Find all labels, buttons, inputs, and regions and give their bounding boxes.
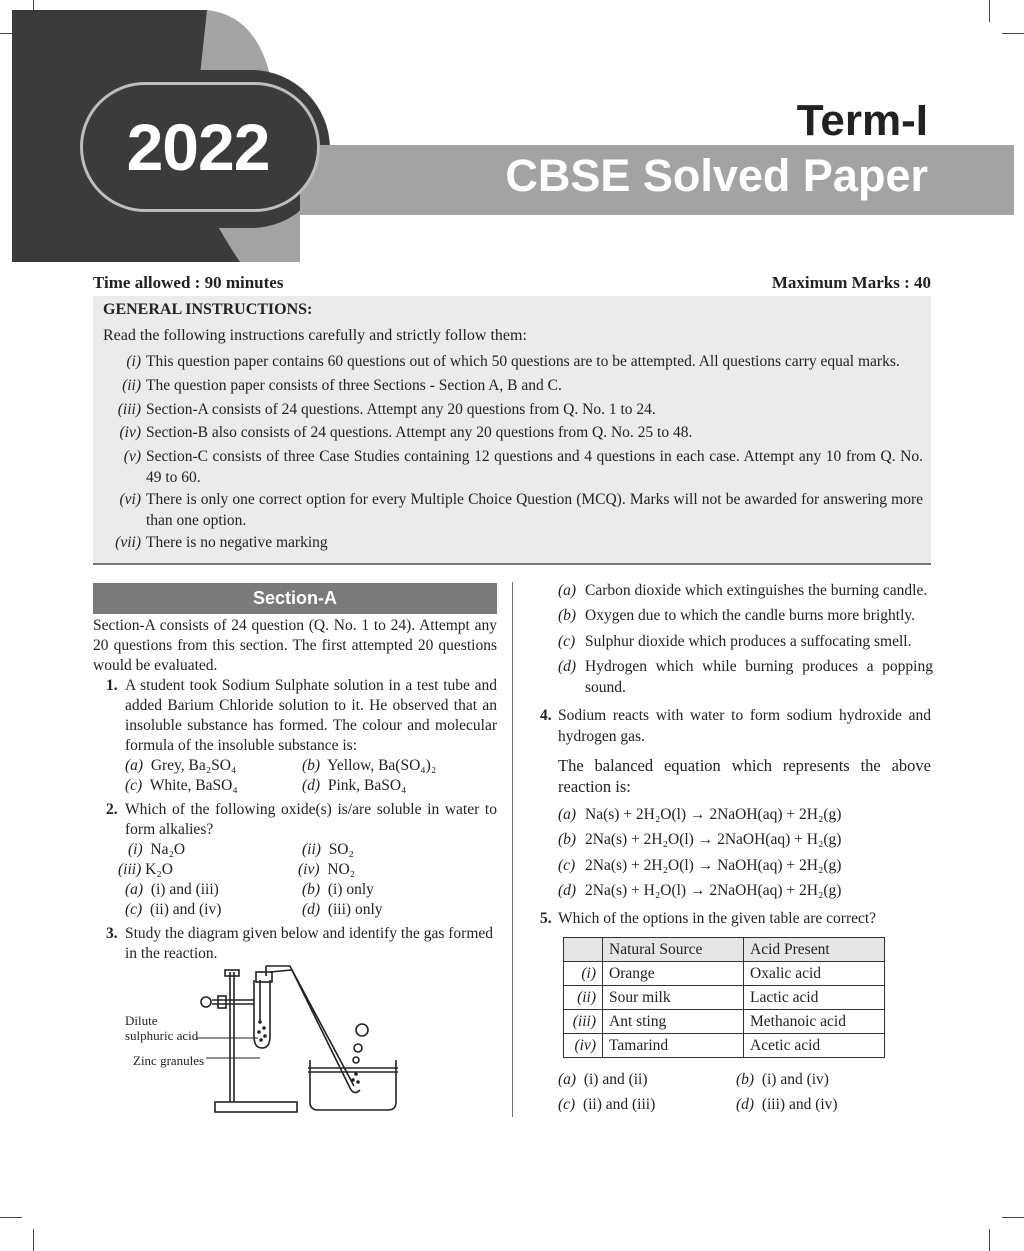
q4-option-d-text: 2Na(s) + H₂O(l) → 2NaOH(aq) + 2H₂(g) [585, 882, 842, 899]
q3-option-c: (c) Sulphur dioxide which produces a suffocating smell. [558, 633, 912, 650]
table-header-cell: Acid Present [744, 938, 885, 962]
section-a-header: Section-A [93, 583, 497, 614]
q1-option-c: (c) White, BaSO₄ [125, 777, 238, 794]
table-cell: (iv) [564, 1034, 603, 1058]
q3-option-b: (b) Oxygen due to which the candle burns more brightly. [558, 607, 916, 624]
q5-text: Which of the options in the given table are correct? [558, 910, 877, 927]
label-dilute: Dilute [125, 1013, 158, 1028]
table-header-cell [564, 938, 603, 962]
year-label: 2022 [126, 110, 270, 184]
instruction-text: Section-A consists of 24 questions. Attempt any 20 questions from Q. No. 1 to 24. [146, 401, 656, 418]
instruction-text: This question paper contains 60 questions out of which 50 questions are to be attempted. All questions carry equal marks. [146, 353, 900, 370]
q3-number: 3. [106, 925, 118, 942]
table-row [564, 1034, 885, 1058]
q2-text: Which of the following oxide(s) is/are soluble in water to form alkalies? [125, 801, 497, 838]
instruction-num: (ii) [122, 377, 141, 394]
q2-item-iii: (iii) K₂O [118, 861, 173, 878]
q2-number: 2. [106, 801, 118, 818]
instruction-item [103, 446, 923, 488]
q2-item-i: (i) Na₂O [128, 841, 186, 858]
instruction-text: There is no negative marking [146, 534, 328, 551]
table-cell: (iii) [564, 1010, 603, 1034]
q5-number: 5. [540, 910, 552, 927]
term-title: Term-I [796, 96, 928, 145]
q5-option-c-text: (ii) and (iii) [582, 1096, 656, 1113]
q2-option-d-text: (iii) only [327, 901, 383, 918]
q2-option-c-text: (ii) and (iv) [149, 901, 222, 918]
q1-number: 1. [106, 677, 118, 694]
q3-text: Study the diagram given below and identify the gas formed in the reaction. [125, 925, 494, 962]
column-divider [512, 582, 513, 1117]
instruction-num: (iii) [117, 401, 141, 418]
q4-option-a: (a) Na(s) + 2H₂O(l) → 2NaOH(aq) + 2H₂(g) [558, 806, 842, 823]
q4-option-b-text: 2Na(s) + 2H₂O(l) → 2NaOH(aq) + H₂(g) [585, 831, 842, 848]
instruction-item [103, 399, 923, 420]
maximum-marks: Maximum Marks : 40 [771, 273, 931, 292]
table-row [564, 1010, 885, 1034]
q2-option-b-text: (i) only [327, 881, 374, 898]
instruction-text: Section-C consists of three Case Studies containing 12 questions and 4 questions in each case. Attempt any 10 from Q. No. 49 to 60. [146, 448, 923, 486]
instruction-item [103, 532, 923, 553]
table-row [564, 962, 885, 986]
instructions-title: GENERAL INSTRUCTIONS: [103, 301, 313, 318]
table-cell: Methanoic acid [744, 1010, 885, 1034]
q2-item-iv: (iv) NO₂ [298, 861, 356, 878]
q1-option-d: (d) Pink, BaSO₄ [302, 777, 407, 794]
instruction-text: The question paper consists of three Sections - Section A, B and C. [146, 377, 562, 394]
q2-option-a-text: (i) and (iii) [150, 881, 219, 898]
q2-item-iv-text: NO₂ [327, 861, 356, 878]
q1-option-a: (a) Grey, Ba₂SO₄ [125, 757, 237, 774]
q3-option-a-text: Carbon dioxide which extinguishes the burning candle. [585, 582, 928, 599]
table-header-row [564, 938, 885, 962]
q5-option-b-text: (i) and (iv) [761, 1071, 829, 1088]
q4-option-d: (d) 2Na(s) + H₂O(l) → 2NaOH(aq) + 2H₂(g) [558, 882, 842, 899]
q2-option-a: (a) (i) and (iii) [125, 881, 219, 898]
q1-option-c-text: White, BaSO₄ [149, 777, 238, 794]
table-cell: Ant sting [603, 1010, 744, 1034]
table-header-cell: Natural Source [603, 938, 744, 962]
q5-option-a-text: (i) and (ii) [583, 1071, 648, 1088]
instruction-item [103, 351, 923, 372]
q3-option-b-text: Oxygen due to which the candle burns more brightly. [585, 607, 916, 624]
q2-item-iii-text: K₂O [145, 861, 173, 878]
q4-option-c: (c) 2Na(s) + 2H₂O(l) → NaOH(aq) + 2H₂(g) [558, 857, 842, 874]
acid-source-table [563, 937, 885, 1058]
q1-option-a-text: Grey, Ba₂SO₄ [150, 757, 237, 774]
q1-text: A student took Sodium Sulphate solution in a test tube and added Barium Chloride solution to it. He observed that an insoluble substance has formed. The colour and molecular formula of the insoluble substance is: [125, 677, 497, 754]
table-cell: Sour milk [603, 986, 744, 1010]
time-allowed: Time allowed : 90 minutes [93, 273, 284, 292]
instruction-item [103, 422, 923, 443]
crop-mark [0, 1217, 22, 1218]
q3-option-d-text: Hydrogen which while burning produces a popping sound. [585, 658, 933, 696]
q2-item-ii-text: SO₂ [328, 841, 354, 858]
table-cell: (i) [564, 962, 603, 986]
q2-item-i-text: Na₂O [150, 841, 186, 858]
instruction-item [103, 489, 923, 531]
table-cell: (ii) [564, 986, 603, 1010]
paper-title: CBSE Solved Paper [505, 150, 928, 201]
instructions-intro: Read the following instructions carefully and strictly follow them: [103, 327, 527, 344]
q2-option-d: (d) (iii) only [302, 901, 383, 918]
q4-option-b: (b) 2Na(s) + 2H₂O(l) → 2NaOH(aq) + H₂(g) [558, 831, 842, 848]
instruction-item [103, 375, 923, 396]
crop-mark [989, 1229, 990, 1251]
q4-option-a-text: Na(s) + 2H₂O(l) → 2NaOH(aq) + 2H₂(g) [585, 806, 842, 823]
q4-text: Sodium reacts with water to form sodium hydroxide and hydrogen gas. [558, 707, 931, 745]
instruction-num: (iv) [119, 424, 141, 441]
crop-mark [1002, 1217, 1024, 1218]
q4-text-2: The balanced equation which represents the above reaction is: [558, 756, 931, 796]
q2-option-b: (b) (i) only [302, 881, 374, 898]
table-cell: Lactic acid [744, 986, 885, 1010]
q5-option-d-text: (iii) and (iv) [761, 1096, 838, 1113]
q3-option-c-text: Sulphur dioxide which produces a suffocating smell. [585, 633, 912, 650]
instruction-text: Section-B also consists of 24 questions. Attempt any 20 questions from Q. No. 25 to 48. [146, 424, 693, 441]
q1-option-b-text: Yellow, Ba(SO₄)₂ [327, 757, 437, 774]
instruction-num: (vii) [115, 534, 141, 551]
q3-option-a: (a) Carbon dioxide which extinguishes the burning candle. [558, 582, 928, 599]
q4-option-c-text: 2Na(s) + 2H₂O(l) → NaOH(aq) + 2H₂(g) [585, 857, 842, 874]
q3-option-d: (d) Hydrogen which while burning produces a popping sound. [558, 658, 933, 696]
q5-option-d: (d) (iii) and (iv) [736, 1096, 838, 1113]
section-rule [93, 563, 931, 565]
q1-option-d-text: Pink, BaSO₄ [327, 777, 407, 794]
q2-item-ii: (ii) SO₂ [302, 841, 354, 858]
instruction-text: There is only one correct option for every Multiple Choice Question (MCQ). Marks will not be awarded for answering more than one option. [146, 491, 923, 529]
label-zinc-granules: Zinc granules [133, 1053, 205, 1068]
q1-option-b: (b) Yellow, Ba(SO₄)₂ [302, 757, 437, 774]
crop-mark [33, 1229, 34, 1251]
q5-option-c: (c) (ii) and (iii) [558, 1096, 656, 1113]
section-a-intro: Section-A consists of 24 question (Q. No. 1 to 24). Attempt any 20 questions from this section. The first attempted 20 questions would be evaluated. [93, 617, 497, 674]
q2-option-c: (c) (ii) and (iv) [125, 901, 222, 918]
table-cell: Tamarind [603, 1034, 744, 1058]
instruction-num: (i) [126, 353, 141, 370]
table-cell: Acetic acid [744, 1034, 885, 1058]
instruction-num: (v) [123, 448, 141, 465]
table-row [564, 986, 885, 1010]
label-sulphuric-acid: sulphuric acid [125, 1028, 199, 1043]
q5-option-a: (a) (i) and (ii) [558, 1071, 648, 1088]
table-cell: Oxalic acid [744, 962, 885, 986]
table-cell: Orange [603, 962, 744, 986]
q4-number: 4. [540, 707, 552, 724]
q5-option-b: (b) (i) and (iv) [736, 1071, 829, 1088]
instruction-num: (vi) [119, 491, 141, 508]
